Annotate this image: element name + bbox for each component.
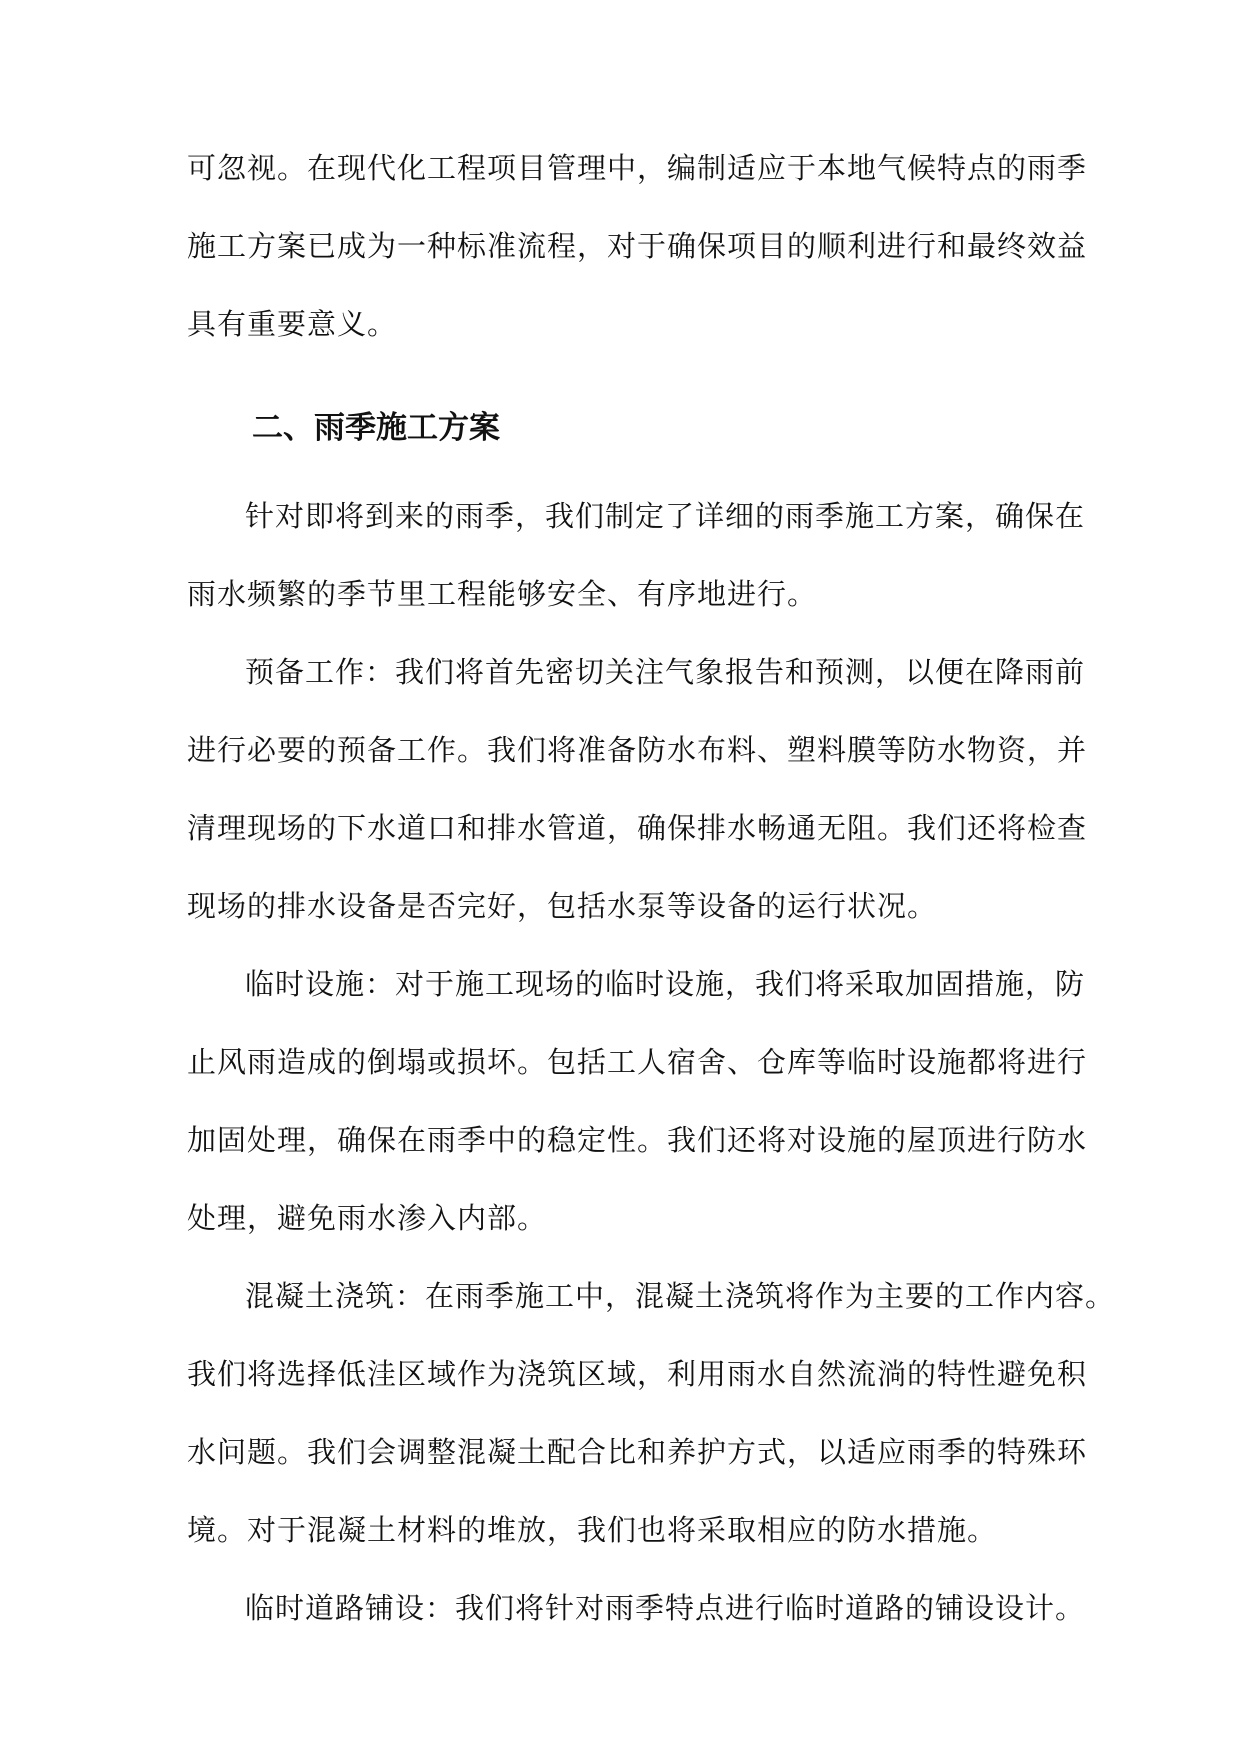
text-line: 预备工作：我们将首先密切关注气象报告和预测，以便在降雨前 [245,655,1086,689]
text-line: 具有重要意义。 [187,307,398,341]
text-line: 雨水频繁的季节里工程能够安全、有序地进行。 [187,577,818,611]
text-line: 处理，避免雨水渗入内部。 [187,1201,548,1235]
text-line: 混凝土浇筑：在雨季施工中，混凝土浇筑将作为主要的工作内容。 [245,1279,1116,1313]
text-line: 水问题。我们会调整混凝土配合比和养护方式，以适应雨季的特殊环 [187,1435,1088,1469]
text-line: 进行必要的预备工作。我们将准备防水布料、塑料膜等防水物资，并 [187,733,1088,767]
text-line: 现场的排水设备是否完好，包括水泵等设备的运行状况。 [187,889,938,923]
text-line: 施工方案已成为一种标准流程，对于确保项目的顺利进行和最终效益 [187,229,1088,263]
text-line: 止风雨造成的倒塌或损坏。包括工人宿舍、仓库等临时设施都将进行 [187,1045,1088,1079]
text-line: 临时设施：对于施工现场的临时设施，我们将采取加固措施，防 [245,967,1086,1001]
text-line: 针对即将到来的雨季，我们制定了详细的雨季施工方案，确保在 [245,499,1086,533]
text-line: 境。对于混凝土材料的堆放，我们也将采取相应的防水措施。 [187,1513,998,1547]
text-line: 加固处理，确保在雨季中的稳定性。我们还将对设施的屋顶进行防水 [187,1123,1088,1157]
text-line: 可忽视。在现代化工程项目管理中，编制适应于本地气候特点的雨季 [187,151,1088,185]
document-content [187,148,1116,1666]
text-line: 临时道路铺设：我们将针对雨季特点进行临时道路的铺设设计。 [245,1591,1086,1625]
text-line: 清理现场的下水道口和排水管道，确保排水畅通无阻。我们还将检查 [187,811,1088,845]
section-heading: 二、雨季施工方案 [252,410,500,446]
text-line: 我们将选择低洼区域作为浇筑区域，利用雨水自然流淌的特性避免积 [187,1357,1088,1391]
